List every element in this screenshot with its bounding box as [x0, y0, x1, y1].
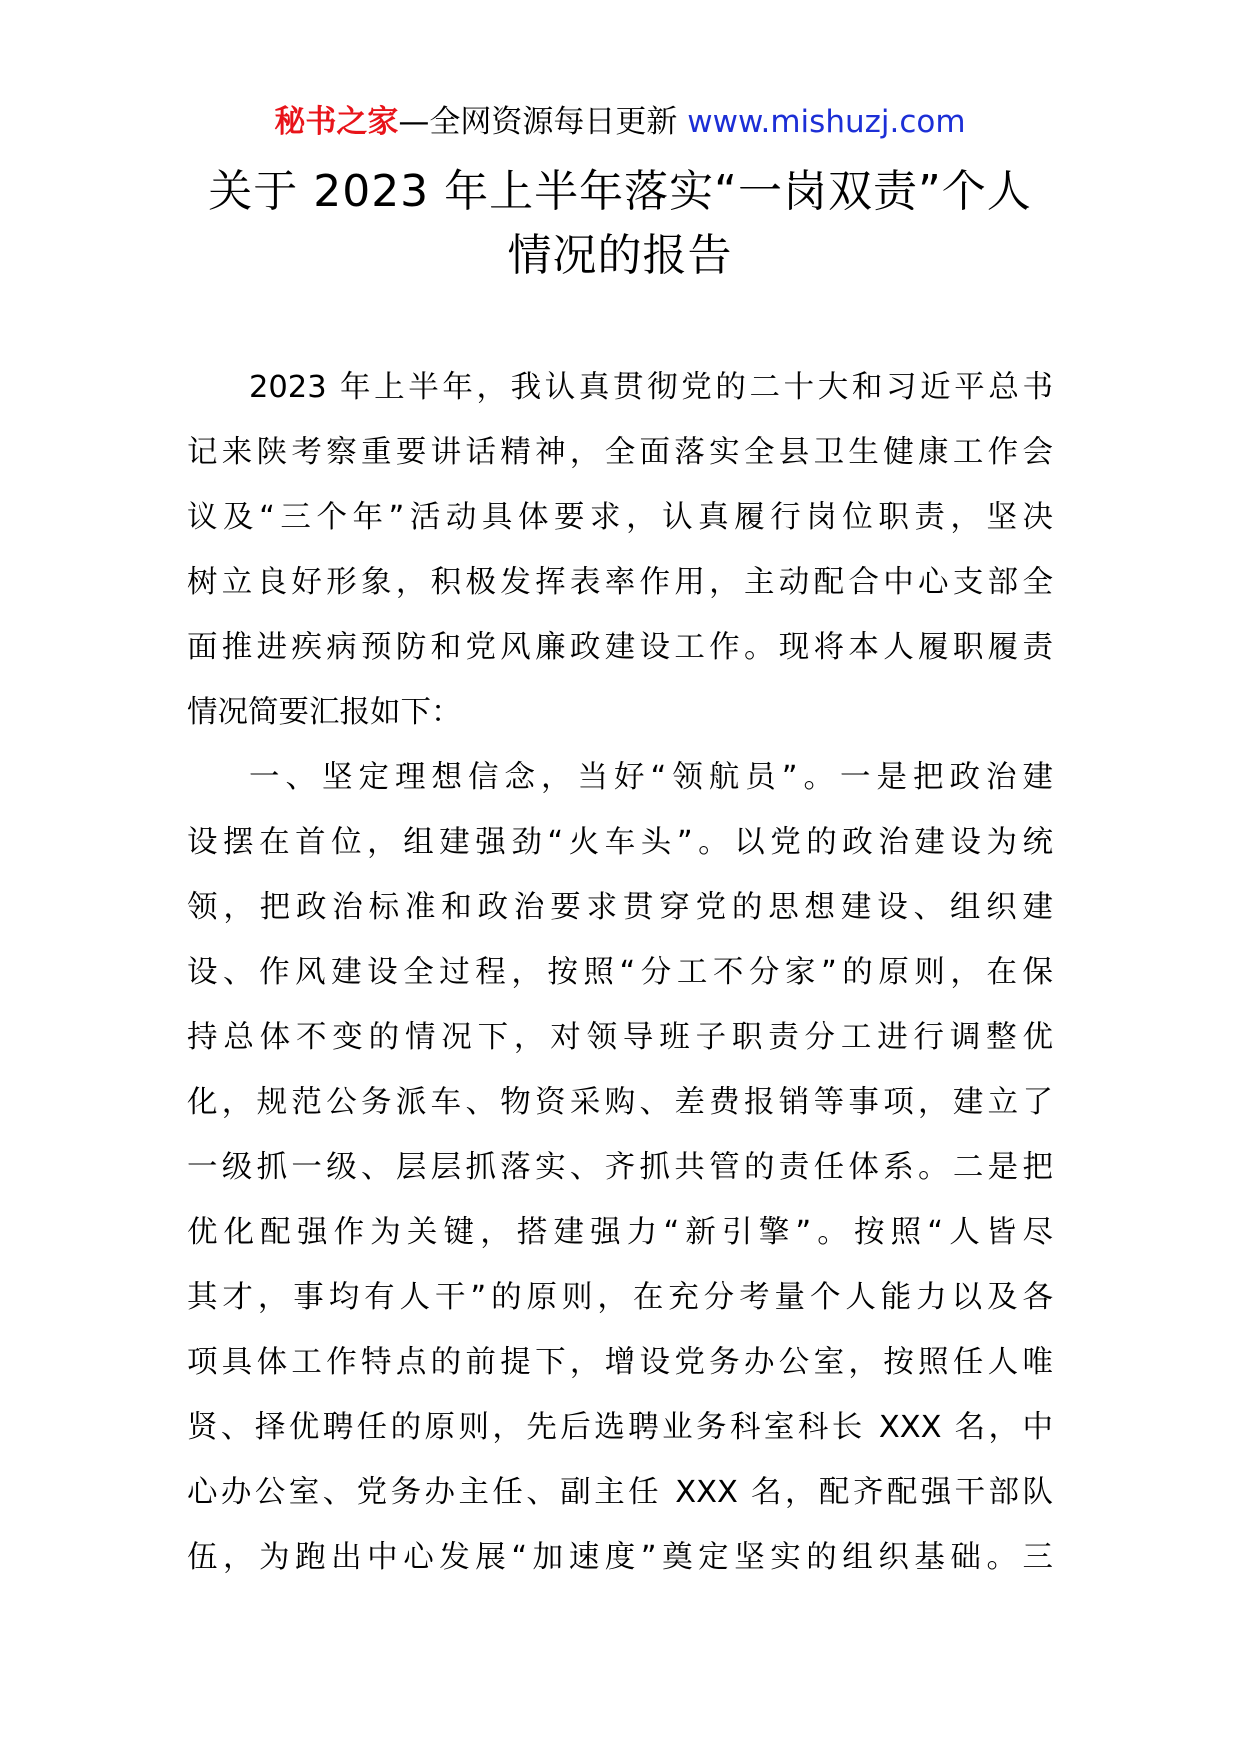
paragraph-line: 2023 年上半年，我认真贯彻党的二十大和习近平总书	[249, 370, 1053, 405]
paragraph-line: 贤、择优聘任的原则，先后选聘业务科室科长 XXX 名，中	[187, 1410, 1053, 1445]
brand-name: 秘书之家	[274, 104, 399, 140]
site-header	[0, 100, 1240, 144]
document-title	[150, 160, 1090, 288]
title-line-2: 情况的报告	[507, 230, 733, 281]
paragraph-line: 心办公室、党务办主任、副主任 XXX 名，配齐配强干部队	[187, 1475, 1053, 1510]
paragraph-line: 议及“三个年”活动具体要求，认真履行岗位职责，坚决	[187, 500, 1053, 535]
paragraph-line: 持总体不变的情况下，对领导班子职责分工进行调整优	[187, 1020, 1053, 1055]
document-body	[187, 355, 1053, 1590]
paragraph-line: 优化配强作为关键，搭建强力“新引擎”。按照“人皆尽	[187, 1215, 1053, 1250]
title-line-1: 关于 2023 年上半年落实“一岗双责”个人	[208, 166, 1032, 217]
paragraph-line: 设、作风建设全过程，按照“分工不分家”的原则，在保	[187, 955, 1053, 990]
paragraph-line: 其才，事均有人干”的原则，在充分考量个人能力以及各	[187, 1280, 1053, 1315]
header-slogan: —全网资源每日更新	[398, 104, 688, 140]
paragraph-line: 情况简要汇报如下：	[187, 695, 462, 730]
paragraph-line: 记来陕考察重要讲话精神，全面落实全县卫生健康工作会	[187, 435, 1053, 470]
paragraph-line: 一级抓一级、层层抓落实、齐抓共管的责任体系。二是把	[187, 1150, 1053, 1185]
paragraph-line: 树立良好形象，积极发挥表率作用，主动配合中心支部全	[187, 565, 1053, 600]
paragraph-line: 面推进疾病预防和党风廉政建设工作。现将本人履职履责	[187, 630, 1053, 665]
paragraph-line: 设摆在首位，组建强劲“火车头”。以党的政治建设为统	[187, 825, 1053, 860]
site-url[interactable]: www.mishuzj.com	[687, 104, 966, 140]
paragraph-line: 项具体工作特点的前提下，增设党务办公室，按照任人唯	[187, 1345, 1053, 1380]
paragraph-line: 领，把政治标准和政治要求贯穿党的思想建设、组织建	[187, 890, 1053, 925]
paragraph-line: 伍，为跑出中心发展“加速度”奠定坚实的组织基础。三	[187, 1540, 1053, 1575]
paragraph-line: 化，规范公务派车、物资采购、差费报销等事项，建立了	[187, 1085, 1053, 1120]
paragraph-line: 一、坚定理想信念，当好“领航员”。一是把政治建	[249, 760, 1053, 795]
